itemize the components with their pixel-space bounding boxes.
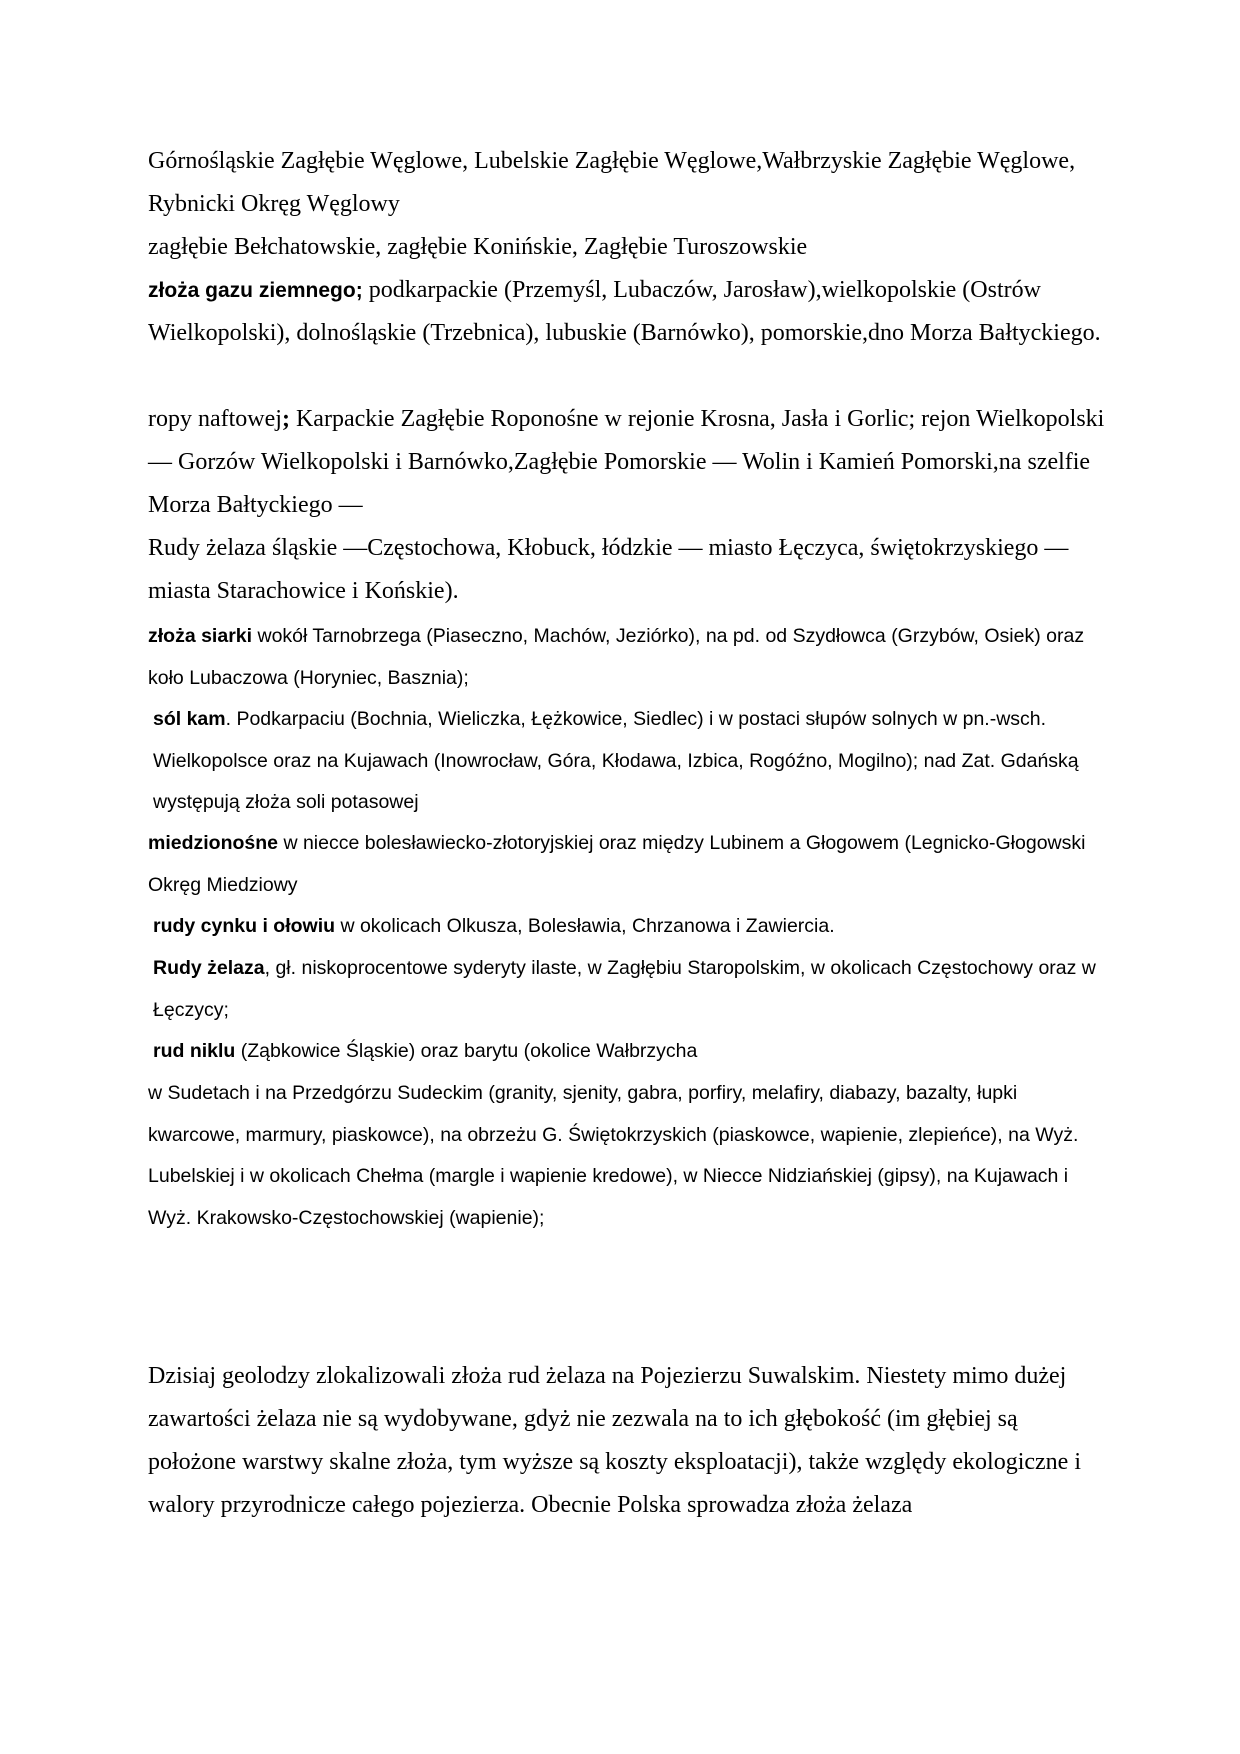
iron-heading: Rudy żelaza [153,957,265,979]
paragraph-copper [148,823,1108,906]
iron-silesia-text: Rudy żelaza śląskie —Częstochowa, Kłobuck, łódzkie — miasto Łęczyca, świętokrzyskiego — miasta Starachowice i Końskie). [148,535,1069,604]
paragraph-sulfur [148,616,1108,699]
lignite-text: zagłębie Bełchatowskie, zagłębie Konińskie, Zagłębie Turoszowskie [148,234,808,260]
copper-text: w niecce bolesławiecko-złotoryjskiej oraz między Lubinem a Głogowem (Legnicko-Głogowski Okręg Miedziowy [148,832,1086,896]
nickel-text: (Ząbkowice Śląskie) oraz barytu (okolice Wałbrzycha [235,1040,698,1062]
oil-heading: ropy naftowej [148,406,282,432]
nickel-heading: rud niklu [153,1040,236,1062]
oil-heading-semicolon: ; [281,406,290,432]
iron-text: , gł. niskoprocentowe syderyty ilaste, w Zagłębiu Staropolskim, w okolicach Częstochowy oraz w Łęczycy; [153,957,1096,1021]
zinc-heading: rudy cynku i ołowiu [153,915,336,937]
paragraph-nickel [148,1031,1113,1073]
sulfur-text: wokół Tarnobrzega (Piaseczno, Machów, Jeziórko), na pd. od Szydłowca (Grzybów, Osiek) oraz koło Lubaczowa (Horyniec, Basznia); [148,625,1085,689]
paragraph-iron-ore [148,948,1113,1031]
paragraph-iron-ore-silesia [148,527,1108,613]
zinc-text: w okolicach Olkusza, Bolesławia, Chrzanowa i Zawiercia. [335,915,835,937]
coal-text: Górnośląskie Zagłębie Węglowe, Lubelskie Zagłębie Węglowe,Wałbrzyskie Zagłębie Węglowe, Rybnicki Okręg Węglowy [148,148,1076,217]
paragraph-zinc-lead [148,906,1113,948]
paragraph-suwalki-iron [148,1355,1108,1527]
gas-heading: złoża gazu ziemnego; [148,279,363,302]
salt-text: . Podkarpaciu (Bochnia, Wieliczka, Łężkowice, Siedlec) i w postaci słupów solnych w pn.-wsch. Wielkopolsce oraz na Kujawach (Inowrocław, Góra, Kłodawa, Izbica, Rogóźno, Mogilno); nad Zat. Gdańską występują złoża soli potasowej [153,708,1079,813]
paragraph-rock-materials [148,1073,1108,1239]
paragraph-rock-salt [148,699,1113,824]
paragraph-coal-basins [148,140,1108,226]
suwalki-text: Dzisiaj geolodzy zlokalizowali złoża rud żelaza na Pojezierzu Suwalskim. Niestety mimo dużej zawartości żelaza nie są wydobywane, gdyż nie zezwala na to ich głębokość (im głębiej są położone warstwy skalne złoża, tym wyższe są koszty eksploatacji), także względy ekologiczne i walory przyrodnicze całego pojezierza. Obecnie Polska sprowadza złoża żelaza [148,1363,1081,1518]
gas-text: podkarpackie (Przemyśl, Lubaczów, Jarosław),wielkopolskie (Ostrów Wielkopolski), dolnośląskie (Trzebnica), lubuskie (Barnówko), pomorskie,dno Morza Bałtyckiego. [148,277,1101,346]
paragraph-crude-oil [148,398,1108,527]
paragraph-natural-gas [148,269,1108,355]
salt-heading: sól kam [153,708,226,730]
copper-heading: miedzionośne [148,832,279,854]
rocks-text: w Sudetach i na Przedgórzu Sudeckim (granity, sjenity, gabra, porfiry, melafiry, diabazy, bazalty, łupki kwarcowe, marmury, piaskowce), na obrzeżu G. Świętokrzyskich (piaskowce, wapienie, zlepieńce), na Wyż. Lubelskiej i w okolicach Chełma (margle i wapienie kredowe), w Niecce Nidziańskiej (gipsy), na Kujawach i Wyż. Krakowsko-Częstochowskiej (wapienie); [148,1082,1079,1229]
oil-text: Karpackie Zagłębie Roponośne w rejonie Krosna, Jasła i Gorlic; rejon Wielkopolski — Gorzów Wielkopolski i Barnówko,Zagłębie Pomorskie — Wolin i Kamień Pomorski,na szelfie Morza Bałtyckiego — [148,406,1105,518]
paragraph-lignite-basins [148,226,1108,269]
sulfur-heading: złoża siarki [148,625,253,647]
